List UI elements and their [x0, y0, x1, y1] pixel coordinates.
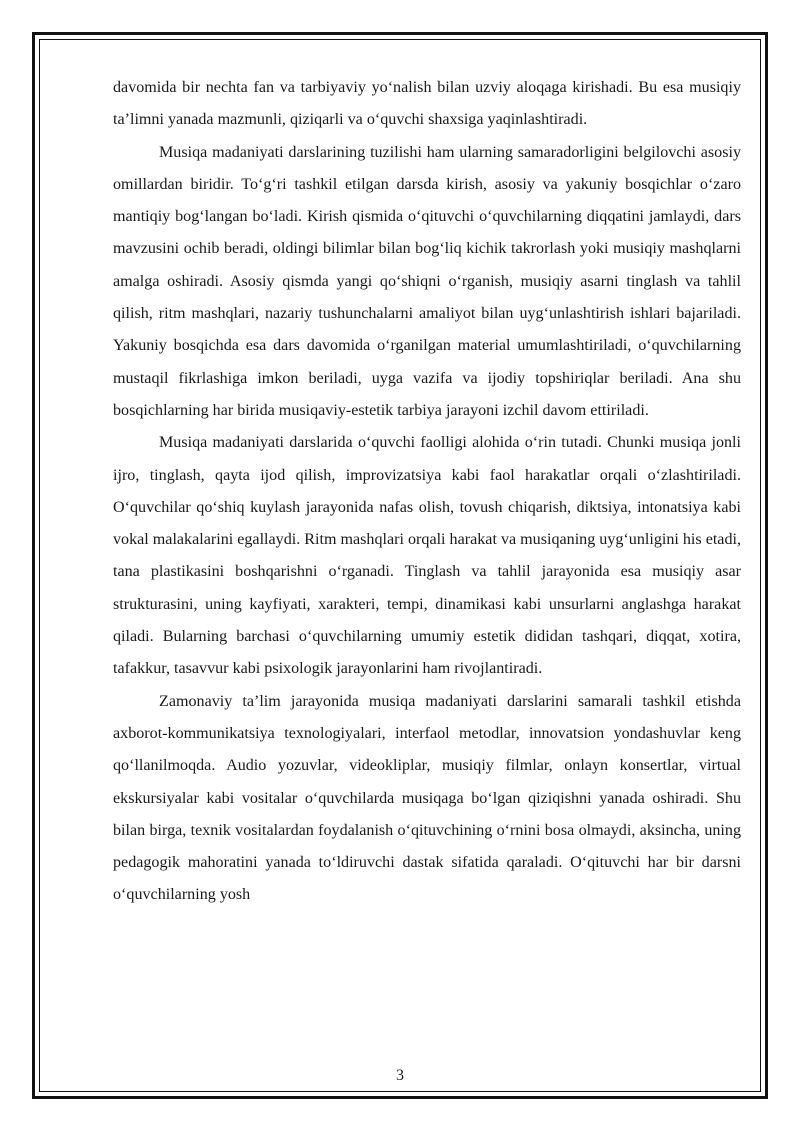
- document-body: [113, 72, 741, 912]
- paragraph-modern-education: Zamonaviy ta’lim jarayonida musiqa madaniyati darslarini samarali tashkil etishda axborot-kommunikatsiya texnologiyalari, interfaol metodlar, innovatsion yondashuvlar keng qo‘llanilmoqda. Audio yozuvlar, videokliplar, musiqiy filmlar, onlayn konsertlar, virtual ekskursiyalar kabi vositalar o‘quvchilarda musiqaga bo‘lgan qiziqishni yanada oshiradi. Shu bilan birga, texnik vositalardan foydalanish o‘qituvchining o‘rnini bosa olmaydi, aksincha, uning pedagogik mahoratini yanada to‘ldiruvchi dastak sifatida qaraladi. O‘qituvchi har bir darsni o‘quvchilarning yosh: [113, 692, 741, 904]
- paragraph-continuation: davomida bir nechta fan va tarbiyaviy yo‘nalish bilan uzviy aloqaga kirishadi. Bu esa musiqiy ta’limni yanada mazmunli, qiziqarli va o‘quvchi shaxsiga yaqinlashtiradi.: [113, 79, 741, 129]
- page-number: 3: [396, 1067, 404, 1084]
- paragraph-lesson-structure: Musiqa madaniyati darslarining tuzilishi ham ularning samaradorligini belgilovchi asosiy omillardan biridir. To‘g‘ri tashkil etilgan darsda kirish, asosiy va yakuniy bosqichlar o‘zaro mantiqiy bog‘langan bo‘ladi. Kirish qismida o‘qituvchi o‘quvchilarning diqqatini jamlaydi, dars mavzusini ochib beradi, oldingi bilimlar bilan bog‘liq kichik takrorlash yoki musiqiy mashqlarni amalga oshiradi. Asosiy qismda yangi qo‘shiqni o‘rganish, musiqiy asarni tinglash va tahlil qilish, ritm mashqlari, nazariy tushunchalarni amaliyot bilan uyg‘unlashtirish ishlari bajariladi. Yakuniy bosqichda esa dars davomida o‘rganilgan material umumlashtiriladi, o‘quvchilarning mustaqil fikrlashiga imkon beriladi, uyga vazifa va ijodiy topshiriqlar beriladi. Ana shu bosqichlarning har birida musiqaviy-estetik tarbiya jarayoni izchil davom ettiriladi.: [113, 143, 741, 419]
- paragraph-student-activity: Musiqa madaniyati darslarida o‘quvchi faolligi alohida o‘rin tutadi. Chunki musiqa jonli ijro, tinglash, qayta ijod qilish, improvizatsiya kabi faol harakatlar orqali o‘zlashtiriladi. O‘quvchilar qo‘shiq kuylash jarayonida nafas olish, tovush chiqarish, diktsiya, intonatsiya kabi vokal malakalarini egallaydi. Ritm mashqlari orqali harakat va musiqaning uyg‘unligini his etadi, tana plastikasini boshqarishni o‘rganadi. Tinglash va tahlil jarayonida esa musiqiy asar strukturasini, uning kayfiyati, xarakteri, tempi, dinamikasi kabi unsurlarni anglashga harakat qiladi. Bularning barchasi o‘quvchilarning umumiy estetik dididan tashqari, diqqat, xotira, tafakkur, tasavvur kabi psixologik jarayonlarini ham rivojlantiradi.: [113, 434, 741, 678]
